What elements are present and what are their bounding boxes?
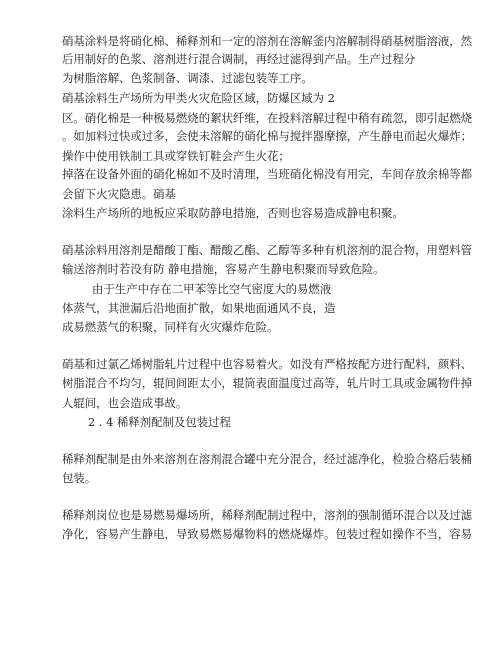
section-heading: 2 . 4 稀释剂配制及包装过程 bbox=[88, 415, 231, 429]
text-line: 成易燃蒸气的积聚，同样有火灾爆炸危险。 bbox=[62, 320, 279, 334]
text-line: 人辊间，也会造成事故。 bbox=[62, 396, 188, 410]
text-line: 硝基涂料生产场所为甲类火灾危险区域，防爆区域为 2 bbox=[62, 91, 335, 105]
text-line: 区。硝化棉是一种极易燃烧的絮状纤维，在投料溶解过程中稍有疏忽，即引起燃烧 bbox=[62, 111, 473, 125]
text-line: 掉落在设备外面的硝化棉如不及时清理，当班硝化棉没有用完，车间存放余棉等都 bbox=[62, 167, 473, 181]
text-line: 包装。 bbox=[62, 471, 97, 485]
text-line: 净化，容易产生静电，导致易燃易爆物料的燃烧爆炸。包装过程如操作不当，容易 bbox=[62, 527, 473, 541]
text-line: 由于生产中存在二甲苯等比空气密度大的易燃液 bbox=[92, 282, 332, 296]
text-line: 为树脂溶解、色浆制备、调漆、过滤包装等工序。 bbox=[62, 71, 313, 85]
text-line: 会留下火灾隐患。硝基 bbox=[62, 187, 176, 201]
text-line: 硝基涂料用溶剂是醋酸丁酯、醋酸乙酯、乙醇等多种有机溶剂的混合物，用塑料管 bbox=[62, 243, 473, 257]
text-line: 体蒸气，其泄漏后沿地面扩散，如果地面通风不良，造 bbox=[62, 301, 336, 315]
text-line: 硝基和过氯乙烯树脂轧片过程中也容易着火。如没有严格按配方进行配料，颜料、 bbox=[62, 357, 473, 371]
text-line: 后用制好的色浆、溶剂进行混合调制，再经过滤得到产品。生产过程分 bbox=[62, 52, 416, 66]
text-line: 输送溶剂时若没有防 静电措施，容易产生静电积聚而导致危险。 bbox=[62, 262, 385, 276]
text-line: 稀释剂岗位也是易燃易爆场所，稀释剂配制过程中，溶剂的强制循环混合以及过滤 bbox=[62, 508, 473, 522]
text-line: 稀释剂配制是由外来溶剂在溶剂混合罐中充分混合，经过滤净化，检验合格后装桶 bbox=[62, 452, 473, 466]
text-line: 树脂混合不均匀，辊间间距太小，辊筒表面温度过高等，轧片时工具或金属物件掉 bbox=[62, 376, 473, 390]
text-line: 涂料生产场所的地板应采取防静电措施，否则也容易造成静电积聚。 bbox=[62, 206, 404, 220]
text-line: 操作中使用铁制工具或穿铁钉鞋会产生火花； bbox=[62, 149, 290, 163]
text-line: 硝基涂料是将硝化棉、稀释剂和一定的溶剂在溶解釜内溶解制得硝基树脂溶液，然 bbox=[62, 34, 473, 48]
text-line: 。如加料过快或过多，会使未溶解的硝化棉与搅拌器摩擦，产生静电而起火爆炸； bbox=[62, 129, 473, 143]
